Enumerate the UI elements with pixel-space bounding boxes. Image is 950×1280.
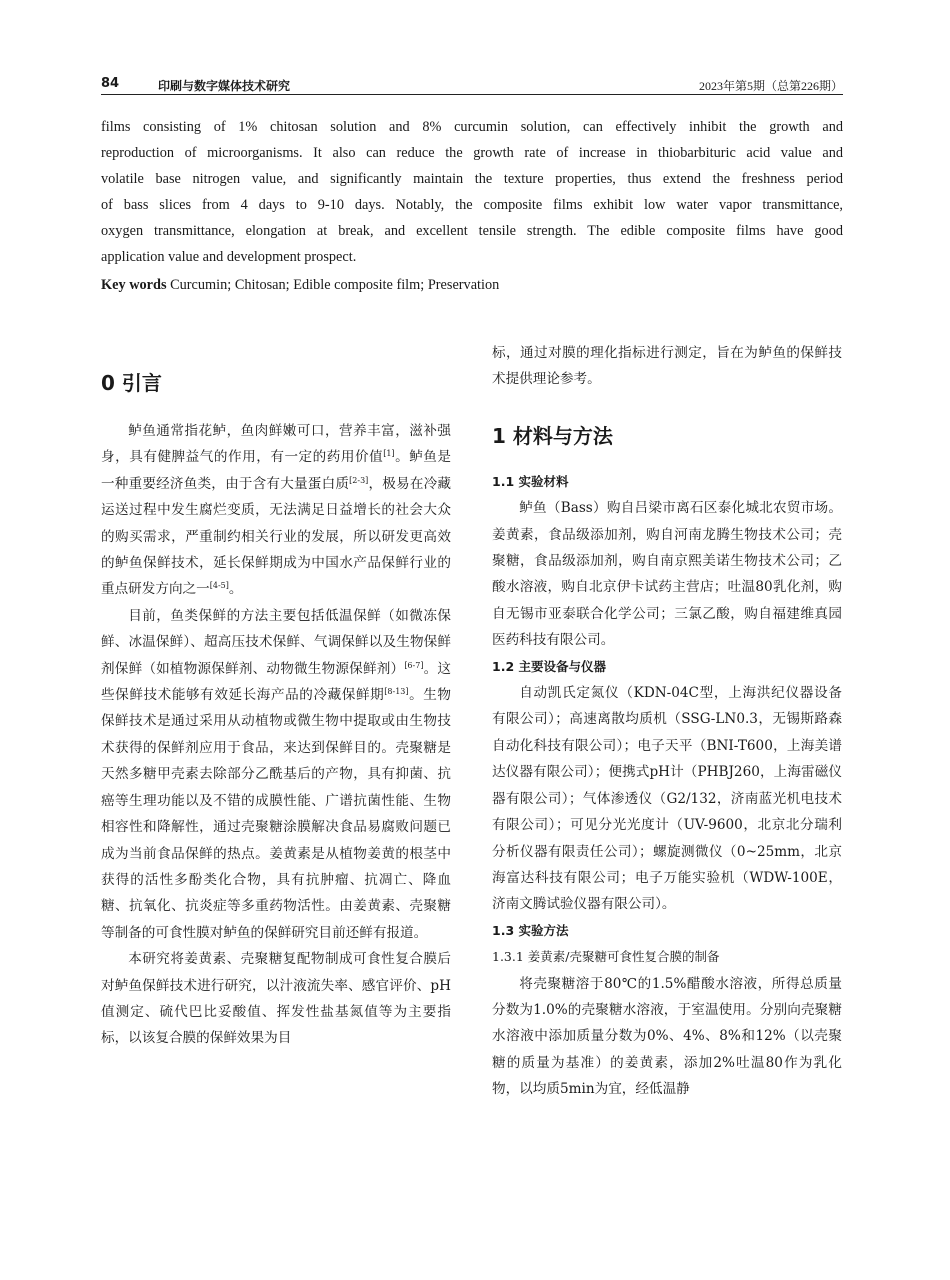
text-run: ，极易在冷藏运送过程中发生腐烂变质，无法满足日益增长的社会大众的购买需求，严重制约相关行业的发展，所以研发更高效的鲈鱼保鲜技术，延长保鲜期成为中国水产品保鲜行业的重点研发方向之一: [101, 475, 451, 598]
intro-paragraph-1: [101, 418, 451, 603]
citation: [8-13]: [384, 687, 409, 697]
text-run: 。鲈鱼是一种重要经济鱼类，由于含有大量蛋白质: [101, 449, 452, 492]
abstract-line: oxygen transmittance, elongation at break, and excellent tensile strength. The edible composite films have good: [101, 223, 843, 239]
right-column: [492, 340, 842, 1103]
subsection-1-3-heading: 1.3 实验方法: [492, 922, 569, 938]
running-header: [101, 76, 843, 95]
citation: [4-5]: [209, 581, 229, 591]
section-1-heading: 1 材料与方法: [492, 423, 613, 448]
text-run: 。: [228, 581, 243, 598]
materials-paragraph: 鲈鱼（Bass）购自吕梁市离石区泰化城北农贸市场。姜黄素，食品级添加剂，购自河南龙腾生物技术公司；壳聚糖，食品级添加剂，购自南京熙美诺生物技术公司；乙酸水溶液，购自北京伊卡试药主营店；吐温80乳化剂，购自无锡市亚泰联合化学公司；三氯乙酸，购自福建维真园医药科技有限公司。: [492, 500, 842, 649]
keywords-text: Curcumin; Chitosan; Edible composite film; Preservation: [166, 277, 500, 293]
preparation-paragraph: 将壳聚糖溶于80℃的1.5%醋酸水溶液，所得总质量分数为1.0%的壳聚糖水溶液，于室温使用。分别向壳聚糖水溶液中添加质量分数为0%、4%、8%和12%（以壳聚糖的质量为基准）的姜黄素，添加2%吐温80作为乳化物，以均质5min为宜，经低温静: [492, 975, 842, 1098]
abstract-line: reproduction of microorganisms. It also can reduce the growth rate of increase in thiobarbituric acid value and: [101, 145, 843, 161]
intro-paragraph-3: 本研究将姜黄素、壳聚糖复配物制成可食性复合膜后对鲈鱼保鲜技术进行研究，以汁液流失率、感官评价、pH值测定、硫代巴比妥酸值、挥发性盐基氮值等为主要指标，以该复合膜的保鲜效果为目: [101, 951, 451, 1047]
issue-info: 2023年第5期（总第226期）: [698, 79, 843, 93]
text-run: 。这些保鲜技术能够有效延长海产品的冷藏保鲜期: [101, 660, 452, 704]
citation: [6-7]: [404, 660, 424, 670]
keywords: [101, 272, 843, 298]
journal-title: 印刷与数字媒体技术研究: [158, 79, 291, 93]
subsection-1-1-heading: 1.1 实验材料: [492, 473, 569, 489]
text-run: 鲈鱼通常指花鲈，鱼肉鲜嫩可口，营养丰富，滋补强身，具有健脾益气的作用，有一定的药用价值: [101, 423, 451, 466]
citation: [1]: [383, 449, 395, 459]
intro-paragraph-2: [101, 603, 451, 946]
left-column: [101, 340, 451, 1052]
subsection-1-3-1-heading: 1.3.1 姜黄素/壳聚糖可食性复合膜的制备: [492, 949, 720, 965]
text-run: 目前，鱼类保鲜的方法主要包括低温保鲜（如微冻保鲜、冰温保鲜）、超高压技术保鲜、气调保鲜以及生物保鲜剂保鲜（如植物源保鲜剂、动物微生物源保鲜剂）: [101, 607, 451, 677]
abstract-line: of bass slices from 4 days to 9-10 days. Notably, the composite films exhibit low water vapor transmittance,: [101, 197, 843, 213]
intro-paragraph-3-continued: 标，通过对膜的理化指标进行测定，旨在为鲈鱼的保鲜技术提供理论参考。: [492, 345, 842, 388]
section-0-heading: 0 引言: [101, 371, 162, 395]
abstract-line: volatile base nitrogen value, and significantly maintain the texture properties, thus extend the freshness period: [101, 171, 843, 187]
subsection-1-2-heading: 1.2 主要设备与仪器: [492, 658, 606, 674]
equipment-paragraph: 自动凯氏定氮仪（KDN-04C型，上海洪纪仪器设备有限公司）；高速离散均质机（SSG-LN0.3，无锡斯路森自动化科技有限公司）；电子天平（BNI-T600，上海美谱达仪器有限公司）；便携式pH计（PHBJ260，上海雷磁仪器有限公司）；气体渗透仪（G2/132，济南蓝光机电技术有限公司）；可见分光光度计（UV-9600，北京北分瑞利分析仪器有限责任公司）；螺旋测微仪（0~25mm，北京海富达科技有限公司；电子万能实验机（WDW-100E，济南文腾试验仪器有限公司）。: [492, 685, 842, 913]
text-run: 。生物保鲜技术是通过采用从动植物或微生物中提取或由生物技术获得的保鲜剂应用于食品，来达到保鲜目的。壳聚糖是天然多糖甲壳素去除部分乙酰基后的产物，具有抑菌、抗癌等生理功能以及不错的成膜性能、广谱抗菌性能、生物相容性和降解性，通过壳聚糖涂膜解决食品易腐败问题已成为当前食品保鲜的热点。姜黄素是从植物姜黄的根茎中获得的活性多酚类化合物，具有抗肿瘤、抗凋亡、降血糖、抗氧化、抗炎症等多重药物活性。由姜黄素、壳聚糖等制备的可食性膜对鲈鱼的保鲜研究目前还鲜有报道。: [101, 687, 452, 941]
english-abstract: [101, 114, 843, 270]
abstract-line: application value and development prospect.: [101, 249, 357, 265]
abstract-line: films consisting of 1% chitosan solution and 8% curcumin solution, can effectively inhibit the growth and: [101, 119, 843, 135]
keywords-label: Key words: [101, 277, 167, 293]
citation: [2-3]: [349, 475, 369, 485]
page-number: 84: [101, 76, 120, 91]
